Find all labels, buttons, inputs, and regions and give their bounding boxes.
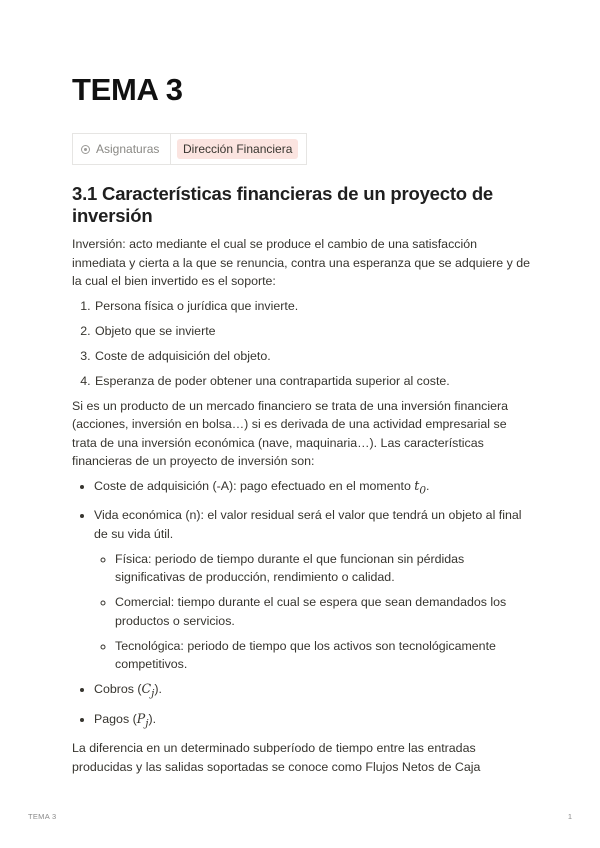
math-base: P <box>136 710 146 726</box>
list-item: 2. Objeto que se invierte <box>94 322 532 341</box>
list-item-cobros <box>94 680 532 703</box>
sub-bullet-list <box>94 550 532 674</box>
ordered-list <box>72 297 532 391</box>
cobros-end: ). <box>154 682 162 697</box>
cobros-text: Cobros ( <box>94 682 142 697</box>
property-row <box>72 133 307 165</box>
sub-list-item: ◦ Comercial: tiempo durante el cual se espera que sean demandados los productos o servicios. <box>115 593 532 630</box>
bullet-list <box>72 477 532 733</box>
flujos-paragraph: La diferencia en un determinado subperíodo de tiempo entre las entradas producidas y las salidas soportadas se conoce como Flujos Netos de Caja <box>72 741 481 774</box>
list-item-pagos <box>94 710 532 733</box>
math-cj <box>141 681 155 700</box>
vida-text: Vida económica (n): el valor residual será el valor que tendrá un objeto al final de su vida útil. <box>94 508 522 541</box>
section-heading: 3.1 Características financieras de un proyecto de inversión <box>72 183 494 226</box>
math-sub: 0 <box>419 484 427 497</box>
list-item: 3. Coste de adquisición del objeto. <box>94 347 532 366</box>
footer-title: TEMA 3 <box>28 812 57 821</box>
intro-paragraph: Inversión: acto mediante el cual se produce el cambio de una satisfacción inmediata y cierta a la que se renuncia, contra una esperanza que se adquiere y de la cual el bien invertido es el soporte: <box>72 237 531 288</box>
list-item-coste <box>94 477 532 500</box>
math-t0 <box>414 477 427 497</box>
page-title: TEMA 3 <box>72 72 183 107</box>
pagos-text: Pagos ( <box>94 711 137 726</box>
math-base: t <box>414 477 420 493</box>
math-sub: j <box>145 717 149 730</box>
property-name-label: Asignaturas <box>96 142 160 156</box>
sub-list-item: ◦ Física: periodo de tiempo durante el que funcionan sin pérdidas significativas de producción, rendimiento o calidad. <box>115 550 532 587</box>
list-item-vida <box>94 506 532 674</box>
math-pj <box>136 710 149 730</box>
property-icon <box>81 145 90 154</box>
coste-end: . <box>426 478 430 493</box>
property-name[interactable] <box>73 134 171 164</box>
list-item: 4. Esperanza de poder obtener una contrapartida superior al coste. <box>94 372 532 391</box>
coste-text: Coste de adquisición (-A): pago efectuado en el momento <box>94 478 415 493</box>
math-base: C <box>141 681 152 697</box>
characteristics-paragraph: Si es un producto de un mercado financiero se trata de una inversión financiera (acciones, inversión en bolsa…) si es derivada de una actividad empresarial se trata de una inversión económica (nave, maquinaria…). Las características financieras de un proyecto de inversión son: <box>72 398 509 468</box>
pagos-end: ). <box>148 711 157 726</box>
list-item: 1. Persona física o jurídica que invierte. <box>94 297 532 316</box>
document-body <box>72 183 532 782</box>
math-sub: j <box>151 687 155 700</box>
page-number: 1 <box>567 812 572 821</box>
property-value[interactable] <box>171 134 306 164</box>
sub-list-item: ◦ Tecnológica: periodo de tiempo que los activos son tecnológicamente competitivos. <box>115 637 532 674</box>
subject-tag[interactable]: Dirección Financiera <box>177 139 298 159</box>
